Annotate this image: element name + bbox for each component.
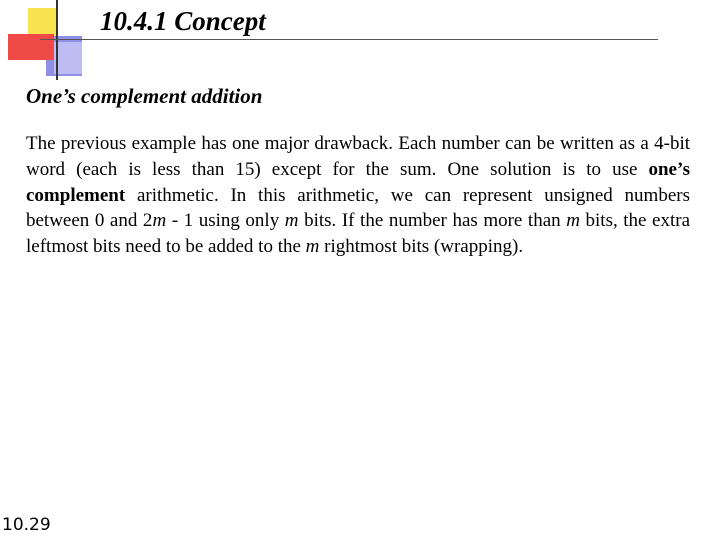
decorative-red-bar <box>8 34 54 60</box>
decorative-vertical-line <box>56 0 58 80</box>
body-text-run: bits, the extra leftmost bits need to be added to the <box>26 210 691 258</box>
body-text-run: rightmost bits (wrapping). <box>319 236 524 258</box>
body-variable-m: m <box>305 236 320 258</box>
body-text-run: The previous example has one major drawback. Each number can be written as a 4-bit word (each is less than 15) except for the sum. One solution is to use <box>26 133 690 180</box>
body-variable-m: m <box>566 210 580 232</box>
body-variable-m: m <box>152 210 167 232</box>
slide-title: 10.4.1 Concept <box>100 6 266 36</box>
page-number: 10.29 <box>2 515 51 535</box>
body-variable-m: m <box>284 210 299 232</box>
body-paragraph <box>26 131 690 260</box>
body-bold-term: one’s complement <box>26 158 690 206</box>
body-text-run: bits. If the number has more than <box>298 210 567 232</box>
title-underline <box>40 39 658 40</box>
body-text-run: arithmetic. In this arithmetic, we can represent unsigned numbers between 0 and 2 <box>26 184 690 232</box>
slide-subtitle: One’s complement addition <box>26 84 263 108</box>
decorative-blue-inner-square <box>54 42 82 74</box>
body-text-run: - 1 using only <box>166 210 285 232</box>
